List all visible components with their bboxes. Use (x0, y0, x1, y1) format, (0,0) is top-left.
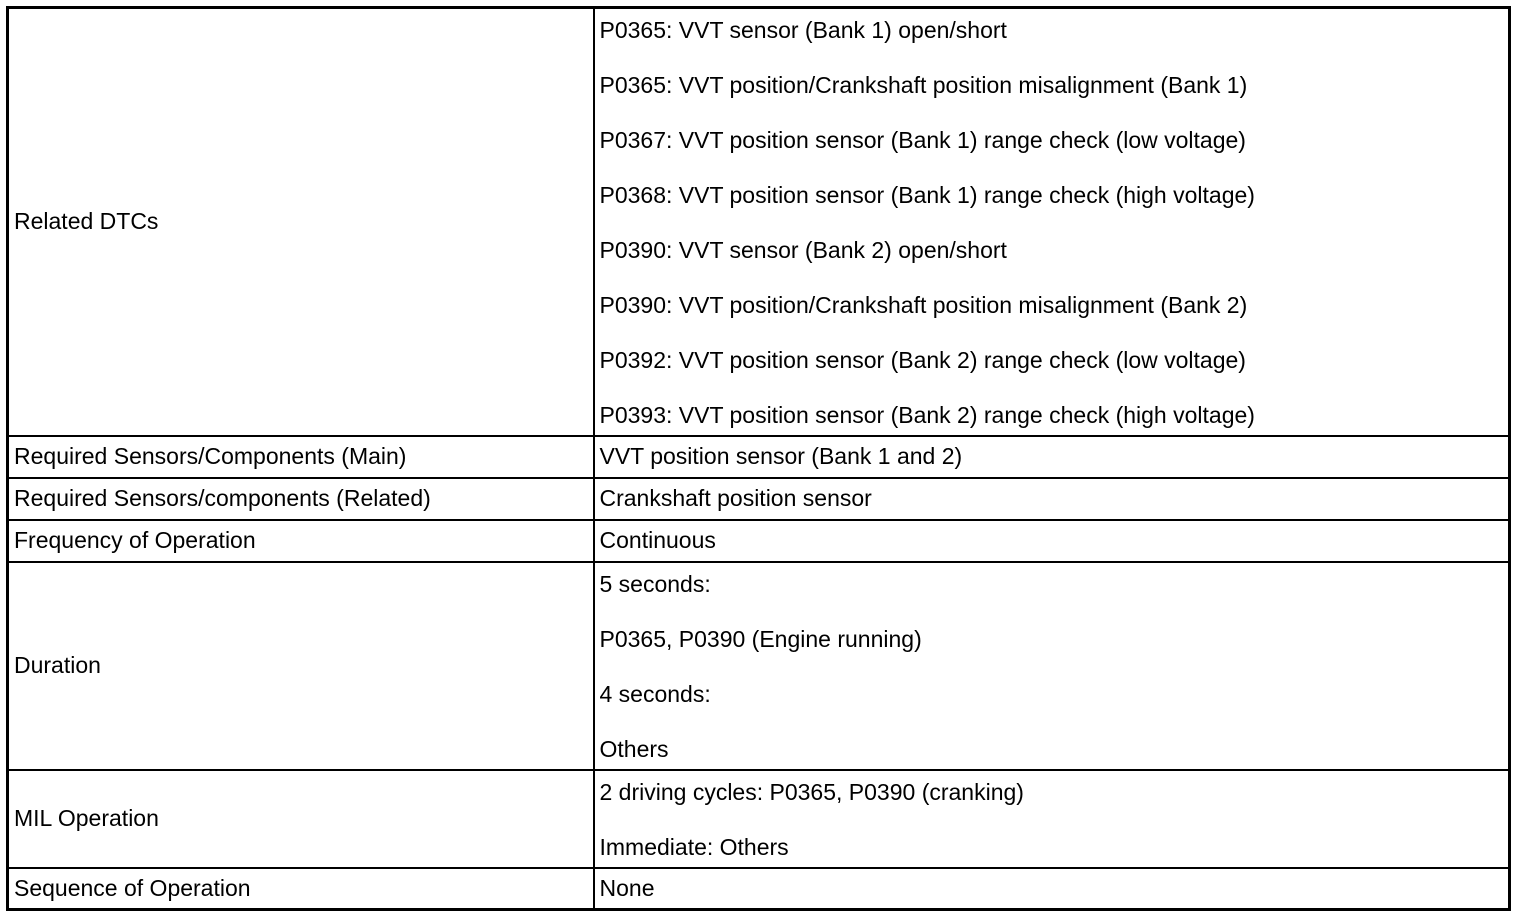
dtc-entry: P0392: VVT position sensor (Bank 2) range check (low voltage) (599, 347, 1246, 374)
mil-entry: Immediate: Others (599, 834, 789, 860)
row-value-cell (594, 770, 1510, 868)
mil-entry: 2 driving cycles: P0365, P0390 (cranking) (599, 779, 1024, 805)
dtc-entry: P0390: VVT position/Crankshaft position misalignment (Bank 2) (599, 292, 1248, 319)
row-label: Related DTCs (8, 8, 594, 436)
row-label: Duration (8, 562, 594, 770)
row-label: Sequence of Operation (8, 868, 594, 910)
duration-entry: 4 seconds: (599, 681, 711, 707)
row-label: Frequency of Operation (8, 520, 594, 562)
table-row-required-sensors-related (8, 478, 1510, 520)
row-label: Required Sensors/Components (Main) (8, 436, 594, 478)
duration-entry: 5 seconds: (599, 571, 711, 597)
table-row-required-sensors-main (8, 436, 1510, 478)
dtc-spec-table (6, 6, 1511, 911)
table-row-mil-operation (8, 770, 1510, 868)
dtc-entry: P0365: VVT position/Crankshaft position misalignment (Bank 1) (599, 72, 1248, 99)
table-row-related-dtcs (8, 8, 1510, 436)
dtc-entry: P0365: VVT sensor (Bank 1) open/short (599, 17, 1007, 44)
row-value: VVT position sensor (Bank 1 and 2) (594, 436, 1510, 478)
table-row-frequency (8, 520, 1510, 562)
row-value: None (594, 868, 1510, 910)
table-row-sequence (8, 868, 1510, 910)
dtc-entry: P0390: VVT sensor (Bank 2) open/short (599, 237, 1007, 264)
dtc-entry: P0367: VVT position sensor (Bank 1) range check (low voltage) (599, 127, 1246, 154)
value-lines (600, 771, 1509, 866)
table-row-duration (8, 562, 1510, 770)
row-label: MIL Operation (8, 770, 594, 868)
row-value-cell (594, 562, 1510, 770)
dtc-entry: P0368: VVT position sensor (Bank 1) range check (high voltage) (599, 182, 1255, 209)
row-label: Required Sensors/components (Related) (8, 478, 594, 520)
value-lines (600, 9, 1509, 434)
value-lines (600, 563, 1509, 768)
dtc-entry: P0393: VVT position sensor (Bank 2) range check (high voltage) (599, 402, 1255, 429)
row-value-cell (594, 8, 1510, 436)
row-value: Continuous (594, 520, 1510, 562)
duration-entry: P0365, P0390 (Engine running) (599, 626, 922, 652)
row-value: Crankshaft position sensor (594, 478, 1510, 520)
duration-entry: Others (599, 736, 669, 762)
